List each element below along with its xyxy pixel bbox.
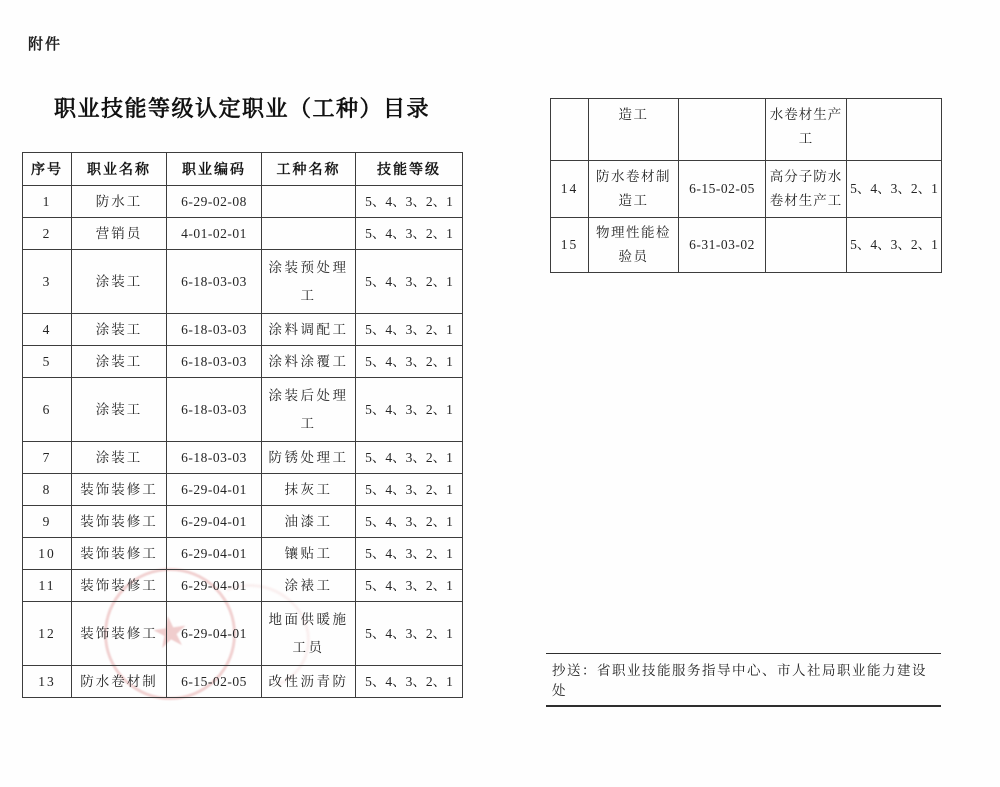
cell-worktype: 水卷材生产工 (766, 99, 847, 161)
cell-occupation: 装饰装修工 (72, 570, 167, 602)
cell-worktype: 防锈处理工 (262, 442, 356, 474)
table-row-continuation (551, 99, 942, 161)
table-row (23, 538, 463, 570)
col-header-occupation: 职业名称 (72, 153, 167, 186)
cell-seq: 14 (551, 161, 589, 218)
cell-levels: 5、4、3、2、1 (356, 250, 463, 314)
occupation-directory-table-left (22, 152, 463, 698)
cell-code: 6-29-04-01 (167, 474, 262, 506)
cell-worktype: 涂裱工 (262, 570, 356, 602)
cell-code: 6-29-04-01 (167, 570, 262, 602)
cell-worktype (262, 186, 356, 218)
table-row (23, 314, 463, 346)
cell-occupation: 防水卷材制 (72, 666, 167, 698)
table-row (23, 378, 463, 442)
cell-occupation: 涂装工 (72, 250, 167, 314)
cell-code: 6-15-02-05 (167, 666, 262, 698)
cell-worktype: 涂料调配工 (262, 314, 356, 346)
cell-worktype: 抹灰工 (262, 474, 356, 506)
seal-star-icon: ★ (147, 605, 193, 659)
cell-levels: 5、4、3、2、1 (356, 602, 463, 666)
cell-occupation: 装饰装修工 (72, 474, 167, 506)
cell-levels: 5、4、3、2、1 (356, 314, 463, 346)
cell-levels: 5、4、3、2、1 (356, 186, 463, 218)
table-row (23, 666, 463, 698)
col-header-seq: 序号 (23, 153, 72, 186)
table-row (23, 218, 463, 250)
cell-seq: 5 (23, 346, 72, 378)
cell-seq: 11 (23, 570, 72, 602)
cell-levels: 5、4、3、2、1 (356, 474, 463, 506)
col-header-worktype: 工种名称 (262, 153, 356, 186)
cell-code: 6-29-04-01 (167, 538, 262, 570)
cell-occupation: 装饰装修工 (72, 506, 167, 538)
cell-levels: 5、4、3、2、1 (356, 538, 463, 570)
table-row (23, 346, 463, 378)
table-row (23, 186, 463, 218)
page-title: 职业技能等级认定职业（工种）目录 (53, 96, 430, 121)
cell-occupation: 涂装工 (72, 314, 167, 346)
cell-code (679, 99, 766, 161)
cell-occupation: 防水卷材制造工 (589, 161, 679, 218)
cell-levels: 5、4、3、2、1 (356, 442, 463, 474)
cell-worktype (766, 218, 847, 273)
cell-occupation: 物理性能检验员 (589, 218, 679, 273)
cell-seq: 12 (23, 602, 72, 666)
cell-seq: 7 (23, 442, 72, 474)
cell-seq: 6 (23, 378, 72, 442)
cell-levels: 5、4、3、2、1 (356, 570, 463, 602)
cell-worktype: 高分子防水卷材生产工 (766, 161, 847, 218)
cell-occupation: 装饰装修工 (72, 602, 167, 666)
col-header-levels: 技能等级 (356, 153, 463, 186)
cell-occupation: 防水工 (72, 186, 167, 218)
table-row (23, 250, 463, 314)
cell-seq (551, 99, 589, 161)
occupation-directory-table-right (550, 98, 942, 273)
table-header-row (23, 153, 463, 186)
cell-worktype (262, 218, 356, 250)
cell-worktype: 涂装预处理工 (262, 250, 356, 314)
cell-levels: 5、4、3、2、1 (356, 666, 463, 698)
cell-code: 6-31-03-02 (679, 218, 766, 273)
cell-seq: 9 (23, 506, 72, 538)
table-row (23, 474, 463, 506)
table-row (23, 506, 463, 538)
table-row (23, 570, 463, 602)
cell-levels: 5、4、3、2、1 (356, 218, 463, 250)
cell-seq: 1 (23, 186, 72, 218)
cell-occupation: 造工 (589, 99, 679, 161)
cell-code: 6-18-03-03 (167, 378, 262, 442)
cell-worktype: 涂料涂覆工 (262, 346, 356, 378)
cell-seq: 8 (23, 474, 72, 506)
cell-code: 6-29-04-01 (167, 602, 262, 666)
cell-code: 6-18-03-03 (167, 250, 262, 314)
cell-occupation: 涂装工 (72, 442, 167, 474)
cell-seq: 10 (23, 538, 72, 570)
table-row (551, 218, 942, 273)
col-header-code: 职业编码 (167, 153, 262, 186)
cell-worktype: 镶贴工 (262, 538, 356, 570)
table-row (551, 161, 942, 218)
cell-seq: 4 (23, 314, 72, 346)
cell-code: 6-15-02-05 (679, 161, 766, 218)
cc-footer-line: 抄送：省职业技能服务指导中心、市人社局职业能力建设处 (546, 653, 941, 707)
cell-code: 6-29-02-08 (167, 186, 262, 218)
cell-worktype: 改性沥青防 (262, 666, 356, 698)
cell-levels: 5、4、3、2、1 (847, 218, 942, 273)
cell-seq: 13 (23, 666, 72, 698)
cell-occupation: 装饰装修工 (72, 538, 167, 570)
cell-levels: 5、4、3、2、1 (847, 161, 942, 218)
cell-code: 6-18-03-03 (167, 442, 262, 474)
cell-levels: 5、4、3、2、1 (356, 378, 463, 442)
cell-levels: 5、4、3、2、1 (356, 506, 463, 538)
cell-worktype: 地面供暖施工员 (262, 602, 356, 666)
cell-levels (847, 99, 942, 161)
cell-worktype: 涂装后处理工 (262, 378, 356, 442)
cell-levels: 5、4、3、2、1 (356, 346, 463, 378)
cell-code: 6-18-03-03 (167, 346, 262, 378)
table-row (23, 442, 463, 474)
cell-occupation: 营销员 (72, 218, 167, 250)
cell-code: 6-18-03-03 (167, 314, 262, 346)
cell-seq: 15 (551, 218, 589, 273)
attachment-label: 附件 (28, 36, 63, 53)
cell-code: 4-01-02-01 (167, 218, 262, 250)
cell-seq: 3 (23, 250, 72, 314)
cell-code: 6-29-04-01 (167, 506, 262, 538)
cell-occupation: 涂装工 (72, 378, 167, 442)
cell-worktype: 油漆工 (262, 506, 356, 538)
cell-occupation: 涂装工 (72, 346, 167, 378)
table-row (23, 602, 463, 666)
cell-seq: 2 (23, 218, 72, 250)
